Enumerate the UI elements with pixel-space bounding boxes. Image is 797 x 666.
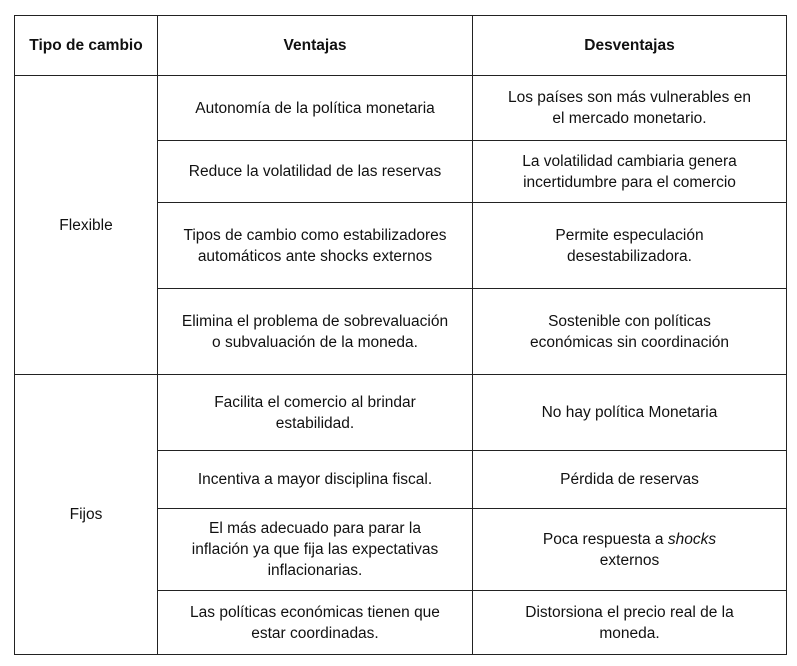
disadvantage-text: Distorsiona el precio real de la moneda. — [525, 603, 734, 642]
disadvantage-prefix: Poca respuesta a — [542, 530, 668, 548]
disadvantage-cell — [473, 203, 787, 289]
advantage-cell — [158, 76, 473, 141]
disadvantage-text: Sostenible con políticas económicas sin coordinación — [529, 312, 730, 351]
disadvantage-emphasis: shocks — [667, 530, 717, 548]
advantage-cell — [158, 289, 473, 375]
table-row — [15, 76, 787, 141]
advantage-text: Incentiva a mayor disciplina fiscal. — [197, 471, 433, 488]
advantage-text: Tipos de cambio como estabilizadores automáticos ante shocks externos — [183, 226, 447, 265]
group-label-flexible: Flexible — [15, 76, 158, 375]
advantage-text: Reduce la volatilidad de las reservas — [188, 163, 442, 180]
disadvantage-cell — [473, 141, 787, 203]
advantage-cell — [158, 451, 473, 509]
disadvantage-text: La volatilidad cambiaria genera incertidumbre para el comercio — [522, 152, 737, 191]
disadvantage-text: Los países son más vulnerables en el mercado monetario. — [508, 89, 751, 127]
disadvantage-text: Permite especulación desestabilizadora. — [555, 226, 704, 265]
advantage-text: Las políticas económicas tienen que estar coordinadas. — [190, 603, 440, 642]
advantage-cell — [158, 141, 473, 203]
disadvantage-cell — [473, 375, 787, 451]
disadvantage-cell — [473, 289, 787, 375]
advantage-cell — [158, 203, 473, 289]
advantage-cell — [158, 591, 473, 655]
disadvantage-suffix: externos — [599, 551, 660, 569]
disadvantage-text: Pérdida de reservas — [560, 471, 699, 488]
disadvantage-cell — [473, 509, 787, 591]
disadvantage-cell — [473, 76, 787, 141]
advantage-text: Autonomía de la política monetaria — [195, 99, 435, 117]
header-disadvantages: Desventajas — [473, 16, 787, 76]
advantage-text: Elimina el problema de sobrevaluación o subvaluación de la moneda. — [181, 312, 449, 351]
disadvantage-cell — [473, 591, 787, 655]
header-row — [15, 16, 787, 76]
disadvantage-text: No hay política Monetaria — [541, 404, 718, 421]
exchange-rate-table — [14, 15, 787, 655]
advantage-cell — [158, 509, 473, 591]
disadvantage-cell — [473, 451, 787, 509]
disadvantage-text — [543, 529, 716, 571]
advantage-cell — [158, 375, 473, 451]
group-label-fijos: Fijos — [15, 375, 158, 655]
table-row — [15, 375, 787, 451]
header-type: Tipo de cambio — [15, 16, 158, 76]
header-advantages: Ventajas — [158, 16, 473, 76]
advantage-text: El más adecuado para parar la inflación ya que fija las expectativas inflacionarias. — [191, 520, 439, 579]
advantage-text: Facilita el comercio al brindar estabilidad. — [214, 393, 416, 432]
